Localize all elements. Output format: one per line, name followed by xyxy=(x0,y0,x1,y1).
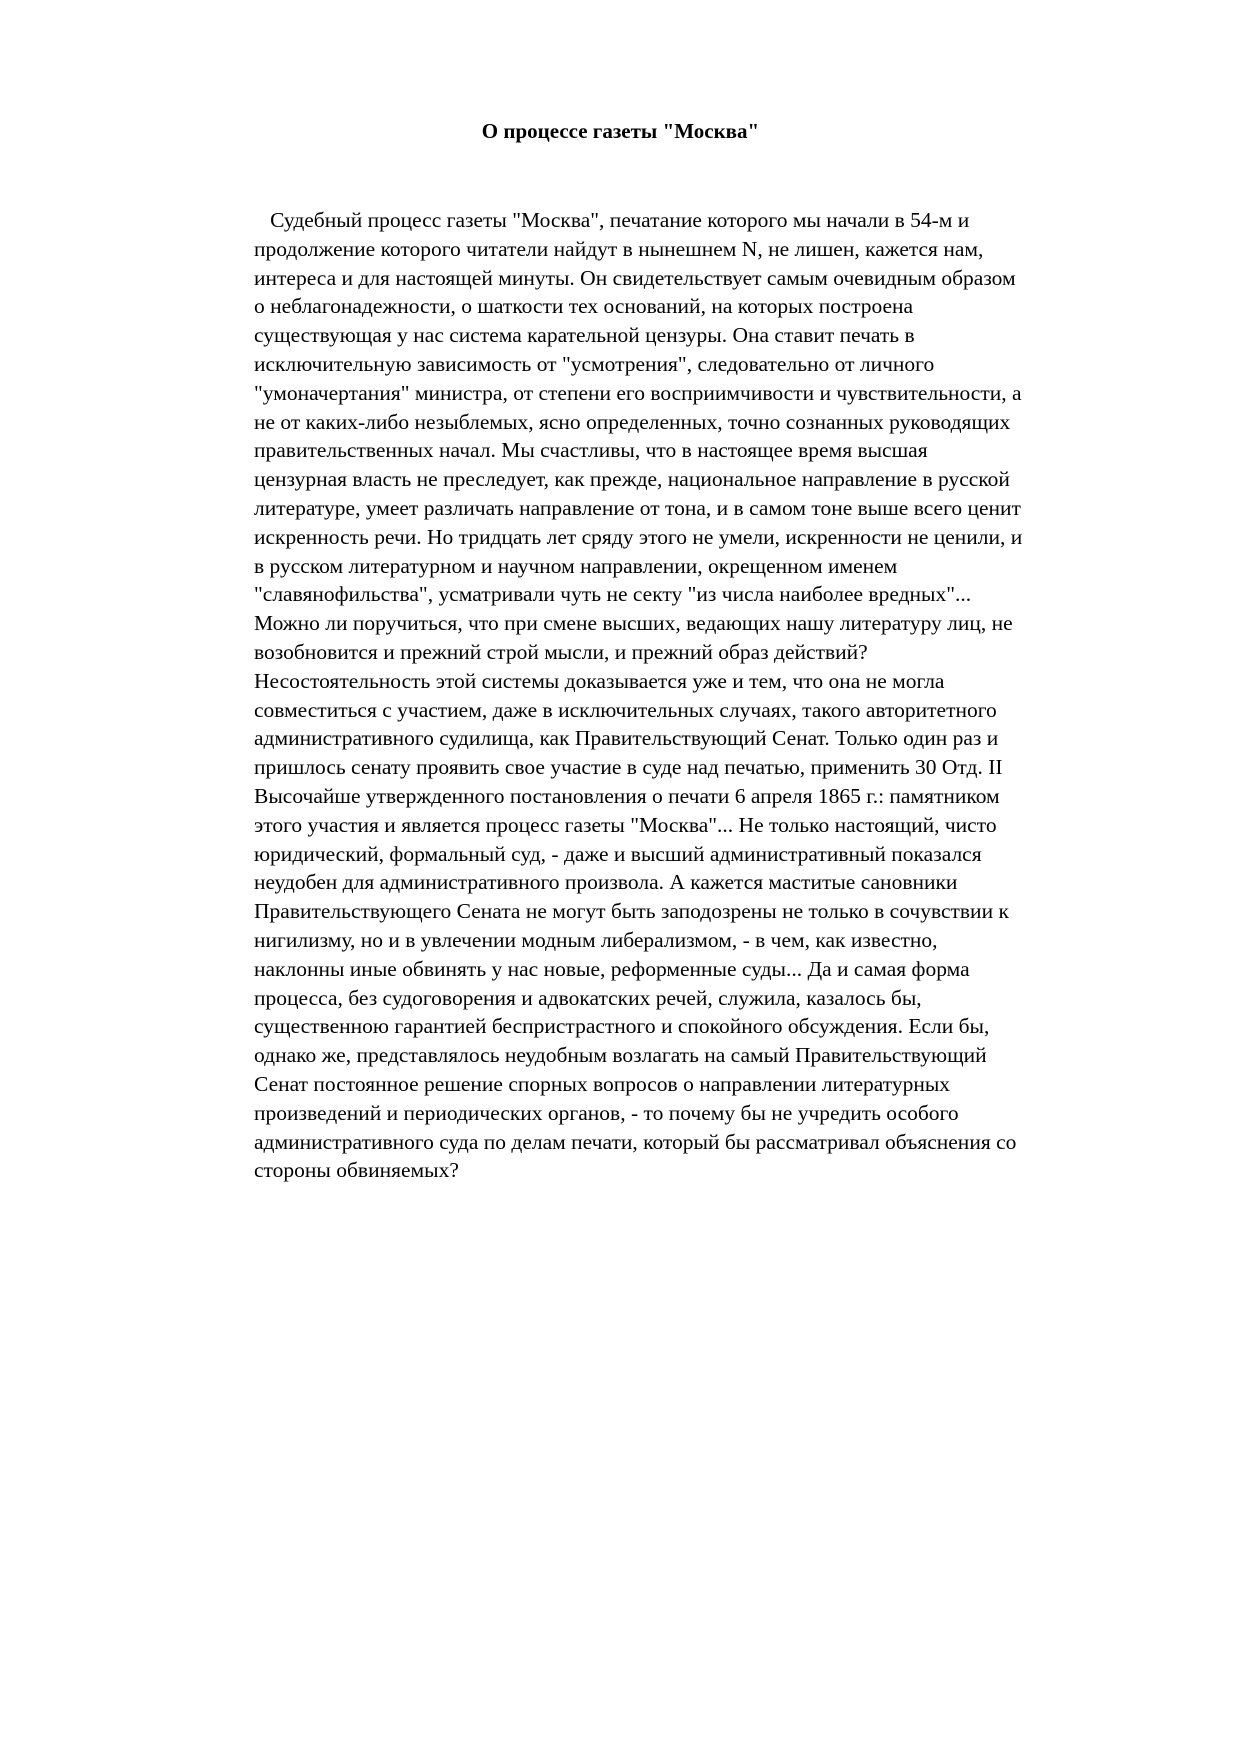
body-line: "умоначертания" министра, от степени его восприимчивости и чувствительности, а xyxy=(254,380,1022,405)
body-line: исключительную зависимость от "усмотрения", следовательно от личного xyxy=(254,351,935,376)
body-line: искренность речи. Но тридцать лет сряду этого не умели, искренности не ценили, и xyxy=(254,524,1023,549)
body-line: существующая у нас система карательной цензуры. Она ставит печать в xyxy=(254,323,915,348)
body-line: правительственных начал. Мы счастливы, что в настоящее время высшая xyxy=(254,438,928,463)
body-line: "славянофильства", усматривали чуть не секту "из числа наиболее вредных"... xyxy=(254,582,972,607)
body-line: не от каких-либо незыблемых, ясно определенных, точно сознанных руководящих xyxy=(254,409,1011,434)
body-line: о неблагонадежности, о шаткости тех оснований, на которых построена xyxy=(254,294,914,319)
body-line: нигилизму, но и в увлечении модным либерализмом, - в чем, как известно, xyxy=(254,927,938,952)
body-line: однако же, представлялось неудобным возлагать на самый Правительствующий xyxy=(254,1043,987,1068)
body-line: существенною гарантией беспристрастного и спокойного обсуждения. Если бы, xyxy=(254,1014,990,1039)
body-line: в русском литературном и научном направлении, окрещенном именем xyxy=(254,553,898,578)
body-line: Можно ли поручиться, что при смене высших, ведающих нашу литературу лиц, не xyxy=(254,611,1013,636)
body-line: цензурная власть не преследует, как прежде, национальное направление в русской xyxy=(254,467,1010,492)
body-line: продолжение которого читатели найдут в нынешнем N, не лишен, кажется нам, xyxy=(254,236,984,261)
body-line: административного судилища, как Правительствующий Сенат. Только один раз и xyxy=(254,726,999,751)
body-line: интереса и для настоящей минуты. Он свидетельствует самым очевидным образом xyxy=(254,265,1016,290)
article-body xyxy=(254,206,1174,1185)
body-line: Судебный процесс газеты "Москва", печатание которого мы начали в 54-м и xyxy=(254,208,970,232)
body-line: наклонны иные обвинять у нас новые, реформенные суды... Да и самая форма xyxy=(254,956,970,981)
body-line: литературе, умеет различать направление от тона, и в самом тоне выше всего ценит xyxy=(254,495,1021,520)
body-line: Правительствующего Сената не могут быть заподозрены не только в сочувствии к xyxy=(254,899,1009,924)
body-line: Несостоятельность этой системы доказывается уже и тем, что она не могла xyxy=(254,668,945,693)
body-line: процесса, без судоговорения и адвокатских речей, служила, казалось бы, xyxy=(254,985,922,1010)
body-line: административного суда по делам печати, который бы рассматривал объяснения со xyxy=(254,1129,1017,1154)
body-line: пришлось сенату проявить свое участие в суде над печатью, применить 30 Отд. II xyxy=(254,755,1003,780)
body-line: стороны обвиняемых? xyxy=(254,1158,459,1183)
page-title: О процессе газеты "Москва" xyxy=(481,119,760,143)
body-line: Сенат постоянное решение спорных вопросов о направлении литературных xyxy=(254,1071,951,1096)
body-line: совместиться с участием, даже в исключительных случаях, такого авторитетного xyxy=(254,697,997,722)
body-line: этого участия и является процесс газеты "Москва"... Не только настоящий, чисто xyxy=(254,812,997,837)
body-line: неудобен для административного произвола. А кажется маститые сановники xyxy=(254,870,958,895)
body-line: произведений и периодических органов, - то почему бы не учредить особого xyxy=(254,1100,959,1125)
body-line: Высочайше утвержденного постановления о печати 6 апреля 1865 г.: памятником xyxy=(254,783,1000,808)
body-line: возобновится и прежний строй мысли, и прежний образ действий? xyxy=(254,639,868,664)
body-line: юридический, формальный суд, - даже и высший административный показался xyxy=(254,841,982,866)
